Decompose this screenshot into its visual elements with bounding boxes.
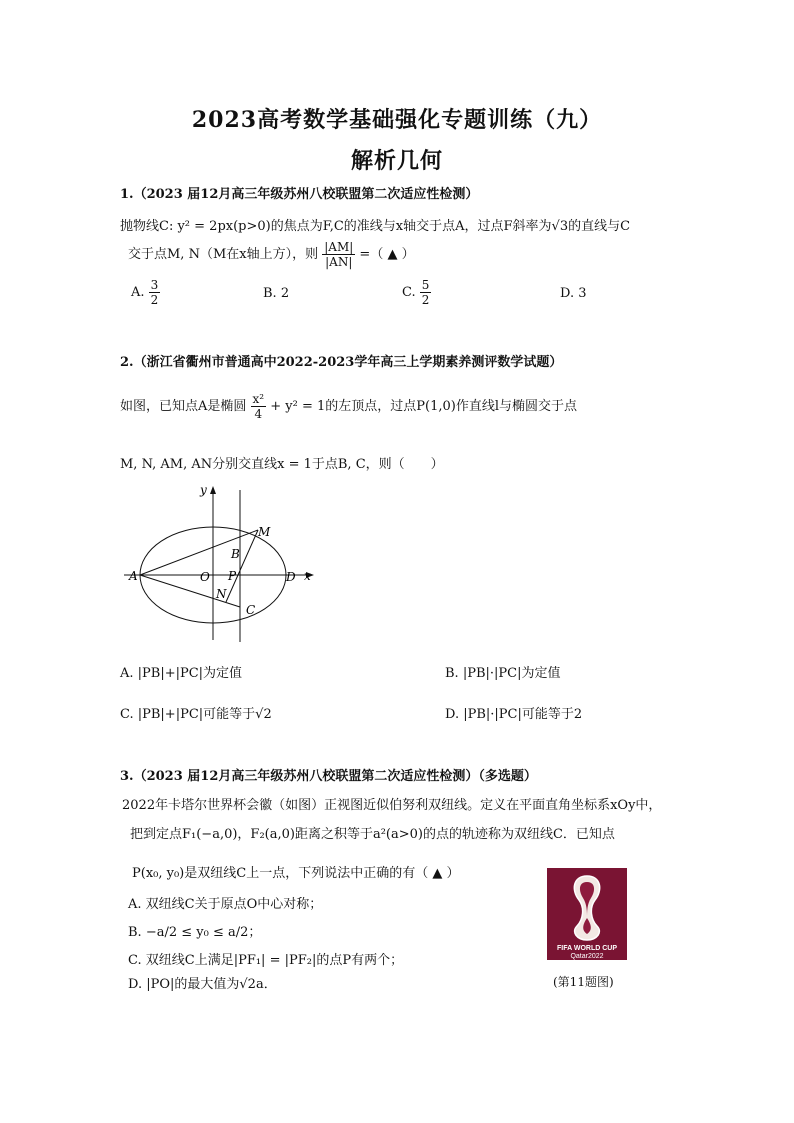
q1-line-2-text: 交于点M, N（M在x轴上方），则 [128, 247, 319, 262]
q1-option-a-label: A. [131, 285, 145, 300]
q3-option-d: D. |PO|的最大值为√2a． [128, 977, 277, 992]
q1-option-c-label: C. [402, 285, 416, 300]
q3-option-b: B. −a/2 ≤ y₀ ≤ a/2； [128, 925, 262, 940]
q1-option-c-fraction [420, 278, 432, 307]
q2-option-c: C. |PB|+|PC|可能等于√2 [120, 707, 272, 722]
q2-line-1 [120, 392, 577, 421]
q3-line-2: 把到定点F₁(−a,0)，F₂(a,0)距离之积等于a²(a>0)的点的轨迹称为双纽线C．已知点 [130, 827, 615, 842]
q1-option-b: B. 2 [263, 286, 290, 301]
q1-option-a-fraction [149, 278, 161, 307]
label-d: D [286, 570, 296, 584]
q1-option-c [402, 278, 431, 307]
q1-option-a [131, 278, 160, 307]
q1-option-a-num: 3 [150, 278, 159, 292]
q2-fraction-num: x² [252, 392, 265, 406]
q1-line-1: 抛物线C: y² = 2px(p>0)的焦点为F,C的准线与x轴交于点A，过点F斜率为√3的直线与C [120, 219, 631, 234]
world-cup-emblem-icon [547, 868, 627, 960]
label-y: y [200, 483, 207, 497]
q2-option-d: D. |PB|·|PC|可能等于2 [445, 707, 583, 722]
label-x: x [304, 569, 311, 583]
q2-option-a: A. |PB|+|PC|为定值 [120, 666, 243, 681]
q2-heading: 2.（浙江省衢州市普通高中2022-2023学年高三上学期素养测评数学试题） [120, 355, 563, 370]
label-a: A [129, 569, 138, 583]
label-c: C [246, 603, 256, 617]
q1-option-c-num: 5 [421, 278, 430, 292]
y-axis-arrow [210, 486, 216, 494]
q2-line-1-end: + y² = 1的左顶点，过点P(1,0)作直线l与椭圆交于点 [270, 399, 577, 414]
q1-fraction-num: |AM| [324, 240, 354, 254]
q1-option-c-den: 2 [421, 293, 430, 307]
q1-fraction-den: |AN| [325, 255, 353, 269]
q2-fraction [251, 392, 267, 421]
logo-text-line-2: Qatar2022 [570, 953, 604, 960]
q1-option-d: D. 3 [560, 286, 587, 301]
q2-line-2: M, N, AM, AN分别交直线x = 1于点B, C，则（ ） [120, 457, 444, 472]
label-p: P [228, 569, 237, 583]
label-b: B [231, 547, 240, 561]
q3-option-c: C. 双纽线C上满足|PF₁| = |PF₂|的点P有两个； [128, 953, 404, 968]
page-title: 2023高考数学基础强化专题训练（九） [191, 107, 603, 133]
q3-line-3: P(x₀, y₀)是双纽线C上一点，下列说法中正确的有（ ▲ ） [132, 866, 460, 881]
q2-option-b: B. |PB|·|PC|为定值 [445, 666, 561, 681]
label-n: N [216, 587, 227, 601]
label-m: M [258, 525, 271, 539]
world-cup-logo [547, 868, 627, 960]
q1-fraction [322, 240, 355, 269]
q3-option-a: A. 双纽线C关于原点O中心对称； [128, 897, 323, 912]
q1-heading: 1.（2023 届12月高三年级苏州八校联盟第二次适应性检测） [120, 187, 479, 202]
q1-line-2-end: =（ ▲ ） [359, 247, 415, 262]
q1-option-a-den: 2 [150, 293, 159, 307]
ellipse-figure [118, 480, 328, 645]
q3-line-1: 2022年卡塔尔世界杯会徽（如图）正视图近似伯努利双纽线。定义在平面直角坐标系xOy中， [122, 798, 662, 813]
q1-line-2 [128, 240, 415, 269]
page-subtitle: 解析几何 [350, 148, 443, 174]
label-o: O [200, 570, 210, 584]
figure-caption: (第11题图) [553, 975, 614, 989]
q2-line-1-text: 如图，已知点A是椭圆 [120, 399, 247, 414]
q2-fraction-den: 4 [254, 407, 263, 421]
logo-text-line-1: FIFA WORLD CUP [556, 945, 618, 952]
q3-heading: 3.（2023 届12月高三年级苏州八校联盟第二次适应性检测）（多选题） [120, 769, 537, 784]
